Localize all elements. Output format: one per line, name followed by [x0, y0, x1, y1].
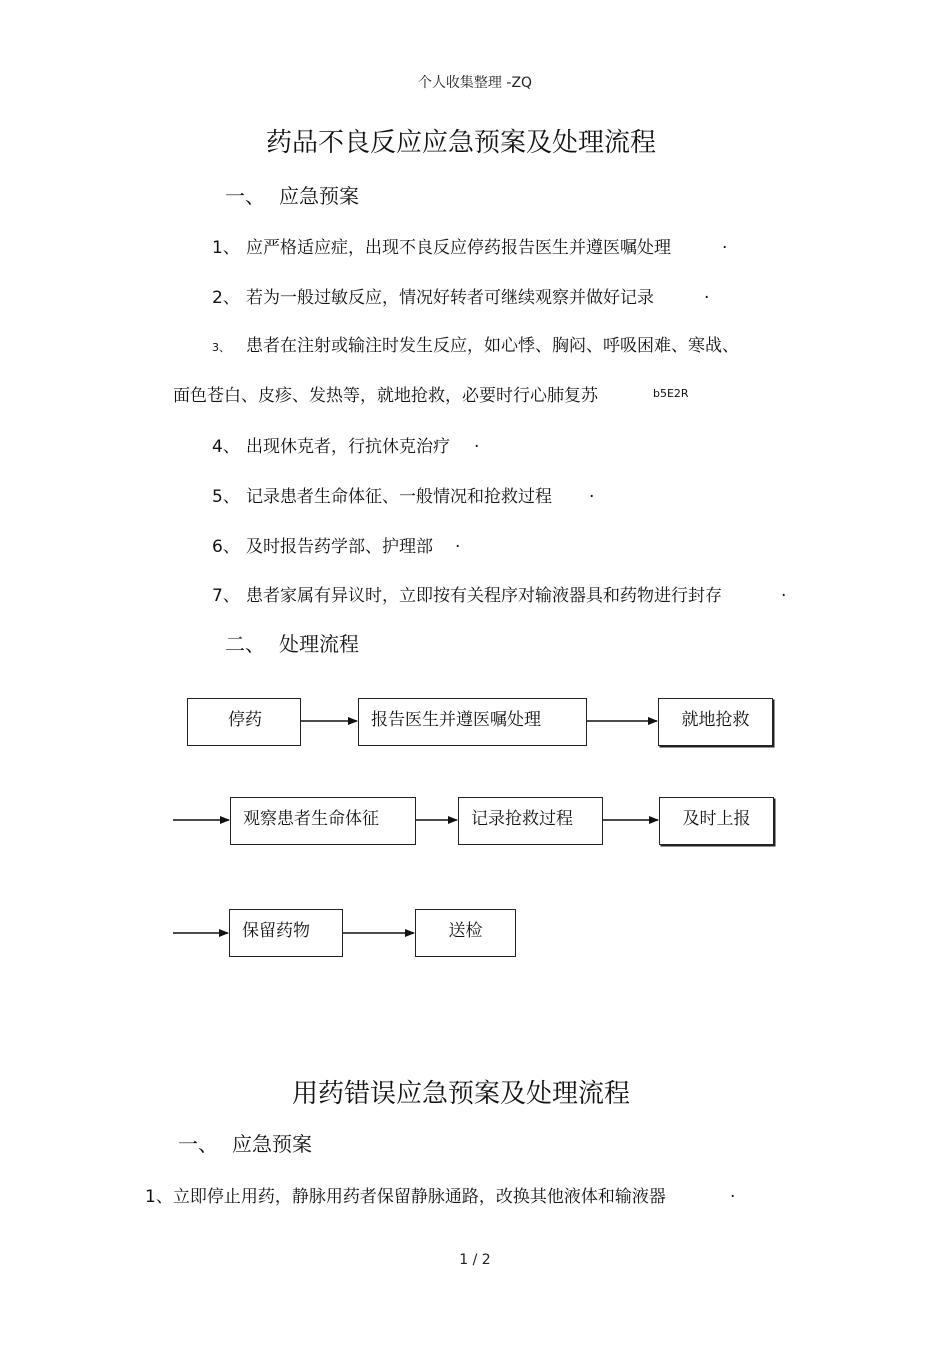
flow-box-observe-vitals: 观察患者生命体征: [230, 797, 416, 845]
section-number: 一、: [225, 184, 265, 208]
list-item: 1、 应严格适应症，出现不良反应停药报告医生并遵医嘱处理: [212, 238, 671, 258]
list-item: 2、 若为一般过敏反应，情况好转者可继续观察并做好记录: [212, 288, 654, 308]
section-label: 应急预案: [279, 184, 359, 208]
list-item-tail: .: [722, 233, 728, 253]
doc2-section1-heading: [178, 1128, 312, 1157]
list-item: 3、 患者在注射或输注时发生反应，如心悸、胸闷、呼吸困难、寒战、: [212, 336, 739, 356]
doc1-title: 药品不良反应应急预案及处理流程: [265, 128, 656, 158]
list-item-tail: .: [730, 1182, 736, 1202]
flow-box-send-test: 送检: [415, 909, 516, 957]
list-item-tail: .: [704, 283, 710, 303]
list-item-tail: .: [455, 532, 461, 552]
flow-box-record-rescue: 记录抢救过程: [458, 797, 603, 845]
section-label: 应急预案: [232, 1132, 312, 1156]
page-header: 个人收集整理 -ZQ: [417, 75, 533, 91]
list-item-code: b5E2R: [653, 387, 689, 400]
doc1-section2-heading: [225, 628, 359, 657]
section-number: 一、: [178, 1132, 218, 1156]
list-item: 4、 出现休克者，行抗休克治疗: [212, 437, 450, 457]
list-item: 5、 记录患者生命体征、一般情况和抢救过程: [212, 487, 552, 507]
section-label: 处理流程: [279, 632, 359, 656]
flow-box-retain-drug: 保留药物: [229, 909, 343, 957]
doc2-title: 用药错误应急预案及处理流程: [291, 1079, 630, 1109]
list-item: 1、立即停止用药，静脉用药者保留静脉通路，改换其他液体和输液器: [145, 1187, 666, 1207]
doc1-section1-heading: [225, 180, 359, 209]
section-number: 二、: [225, 632, 265, 656]
flow-box-stop-drug: 停药: [187, 698, 301, 746]
flow-box-report-doctor: 报告医生并遵医嘱处理: [358, 698, 587, 746]
list-item-tail: .: [589, 482, 595, 502]
list-item: 7、 患者家属有异议时，立即按有关程序对输液器具和药物进行封存: [212, 586, 722, 606]
list-item-tail: .: [781, 581, 787, 601]
list-item-continuation: 面色苍白、皮疹、发热等，就地抢救，必要时行心肺复苏: [173, 386, 598, 406]
page-number: 1 / 2: [459, 1252, 491, 1268]
flow-box-rescue: 就地抢救: [658, 698, 773, 746]
flow-box-report-timely: 及时上报: [659, 797, 774, 845]
list-item: 6、 及时报告药学部、护理部: [212, 537, 433, 557]
list-item-tail: .: [474, 432, 480, 452]
